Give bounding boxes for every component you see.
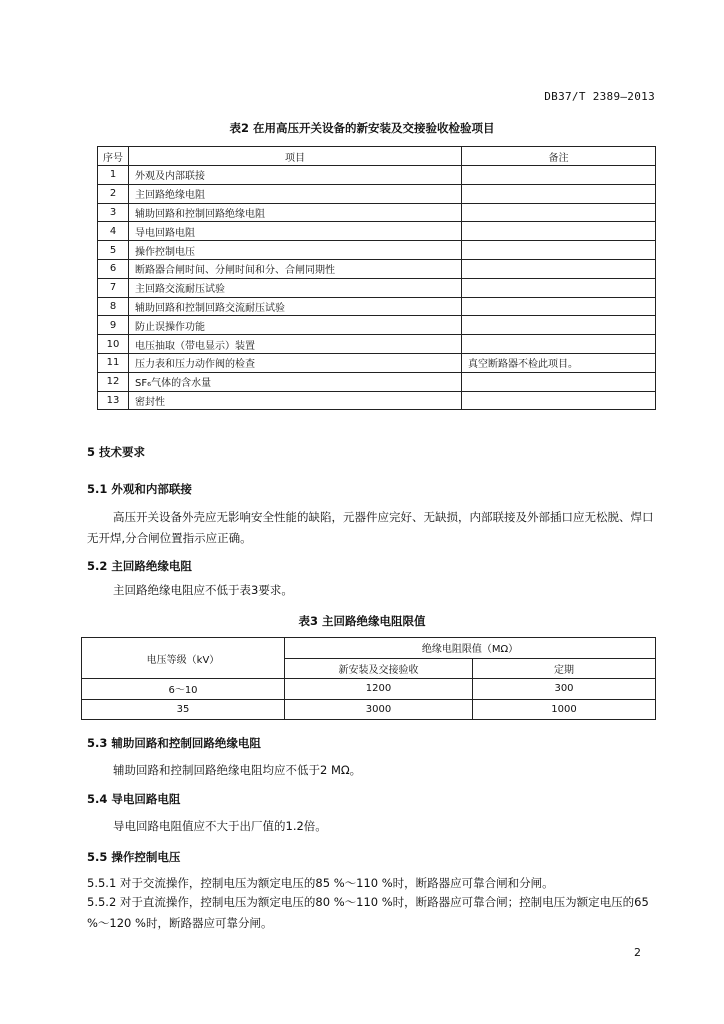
column-header-number: 序号 [98,147,129,166]
row-note [462,259,656,278]
row-item: 主回路绝缘电阻 [129,184,462,203]
row-number: 5 [98,241,129,260]
row-note: 真空断路器不检此项目。 [462,353,656,372]
row-number: 6 [98,259,129,278]
row-number: 11 [98,353,129,372]
table-row [98,241,656,260]
table-header-row [98,147,656,166]
table-row [98,353,656,372]
table-header-row [82,638,656,659]
row-note [462,372,656,391]
row-number: 2 [98,184,129,203]
row-note [462,166,656,185]
inspection-items-table [97,146,656,410]
page-number: 2 [634,946,641,959]
column-header-periodic: 定期 [473,658,656,679]
section-heading-5-3: 5.3 辅助回路和控制回路绝缘电阻 [87,736,261,750]
section-heading-5-1: 5.1 外观和内部联接 [87,482,192,496]
row-item: 防止误操作功能 [129,316,462,335]
table-row [98,222,656,241]
row-item: 压力表和压力动作阀的检查 [129,353,462,372]
section-heading-5-5: 5.5 操作控制电压 [87,850,181,864]
row-note [462,222,656,241]
row-note [462,241,656,260]
row-periodic: 300 [473,679,656,700]
row-note [462,278,656,297]
paragraph-5-5-2: 5.5.2 对于直流操作，控制电压为额定电压的80 %～110 %时，断路器应可靠合闸；控制电压为额定电压的65 %～120 %时，断路器应可靠分闸。 [87,895,649,930]
row-new-install: 3000 [285,699,473,720]
row-number: 1 [98,166,129,185]
row-number: 8 [98,297,129,316]
section-heading-5-4: 5.4 导电回路电阻 [87,792,181,806]
row-item: 导电回路电阻 [129,222,462,241]
row-item: 操作控制电压 [129,241,462,260]
row-item: 断路器合闸时间、分闸时间和分、合闸同期性 [129,259,462,278]
column-header-voltage: 电压等级（kV） [82,638,285,679]
column-header-note: 备注 [462,147,656,166]
row-periodic: 1000 [473,699,656,720]
row-note [462,335,656,354]
table-row [98,184,656,203]
table-row [98,278,656,297]
row-item: 密封性 [129,391,462,410]
row-number: 12 [98,372,129,391]
section-heading-5-2: 5.2 主回路绝缘电阻 [87,559,192,573]
table-row [98,372,656,391]
row-item: 外观及内部联接 [129,166,462,185]
row-voltage: 35 [82,699,285,720]
row-item: 辅助回路和控制回路绝缘电阻 [129,203,462,222]
paragraph-5-4: 导电回路电阻值应不大于出厂值的1.2倍。 [113,819,327,833]
table-row [98,297,656,316]
row-number: 3 [98,203,129,222]
row-new-install: 1200 [285,679,473,700]
table-row [98,166,656,185]
row-voltage: 6～10 [82,679,285,700]
row-item: 辅助回路和控制回路交流耐压试验 [129,297,462,316]
paragraph-5-3: 辅助回路和控制回路绝缘电阻均应不低于2 MΩ。 [113,763,362,777]
column-header-new-install: 新安装及交接验收 [285,658,473,679]
column-header-resistance: 绝缘电阻限值（MΩ） [285,638,656,659]
insulation-limit-table [81,637,656,720]
row-number: 4 [98,222,129,241]
row-number: 10 [98,335,129,354]
paragraph-5-2: 主回路绝缘电阻应不低于表3要求。 [113,583,293,597]
paragraph-5-1: 高压开关设备外壳应无影响安全性能的缺陷，元器件应完好、无缺损，内部联接及外部插口应无松脱、焊口无开焊,分合闸位置指示应正确。 [87,510,654,545]
column-header-item: 项目 [129,147,462,166]
table-row [98,203,656,222]
table-row [98,391,656,410]
paragraph-5-5-1: 5.5.1 对于交流操作，控制电压为额定电压的85 %～110 %时，断路器应可靠合闸和分闸。 [87,876,554,890]
table3-caption: 表3 主回路绝缘电阻限值 [298,614,426,628]
row-note [462,391,656,410]
row-number: 13 [98,391,129,410]
row-note [462,316,656,335]
table-row [98,316,656,335]
standard-code: DB37/T 2389—2013 [544,90,655,103]
table-row [98,335,656,354]
row-note [462,297,656,316]
row-item: 电压抽取（带电显示）装置 [129,335,462,354]
row-number: 9 [98,316,129,335]
section-heading-5: 5 技术要求 [87,445,146,459]
row-note [462,203,656,222]
table2-caption: 表2 在用高压开关设备的新安装及交接验收检验项目 [229,121,495,135]
row-number: 7 [98,278,129,297]
row-item: 主回路交流耐压试验 [129,278,462,297]
row-item: SF₆气体的含水量 [129,372,462,391]
row-note [462,184,656,203]
table-row [98,259,656,278]
table-row [82,679,656,700]
table-row [82,699,656,720]
